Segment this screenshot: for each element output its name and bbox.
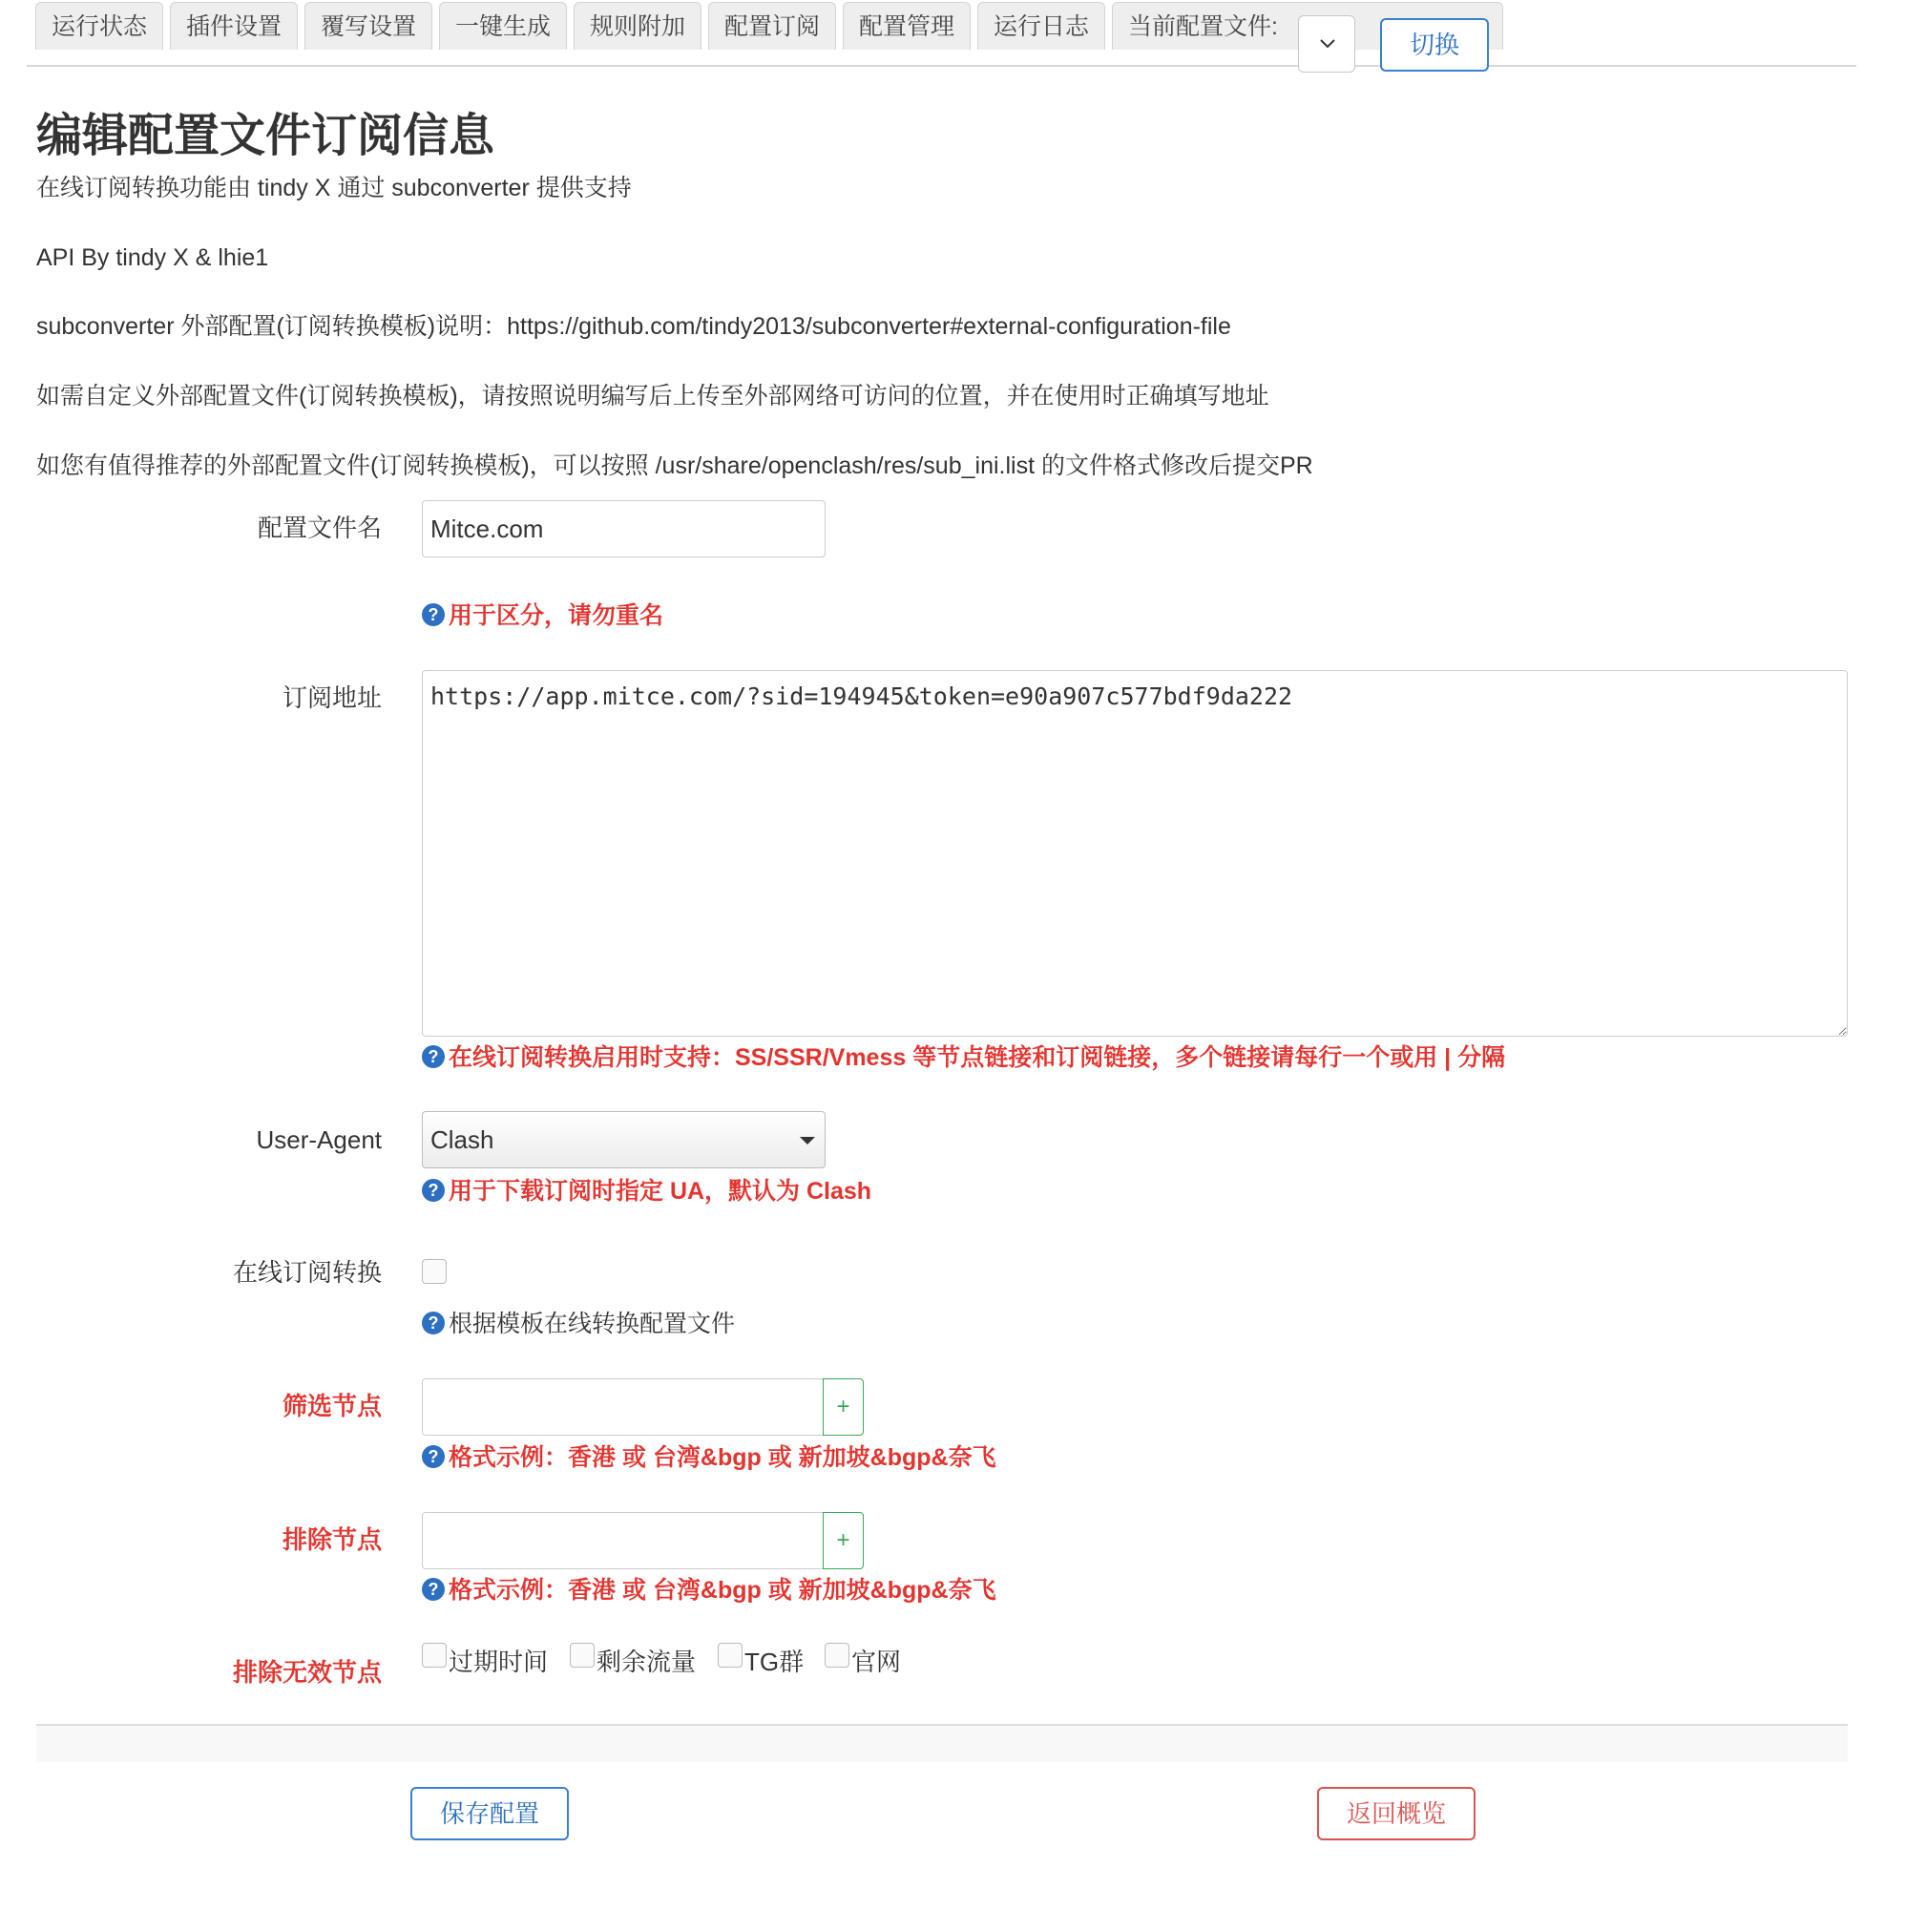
description-line-custom-config: 如需自定义外部配置文件(订阅转换模板)，请按照说明编写后上传至外部网络可访问的位置，并在使用时正确填写地址 bbox=[36, 383, 1269, 410]
filter-nodes-input[interactable] bbox=[422, 1378, 825, 1436]
exclude-remaining-traffic-label: 剩余流量 bbox=[597, 1648, 697, 1676]
switch-config-button[interactable]: 切换 bbox=[1380, 18, 1489, 72]
dropdown-caret-icon bbox=[800, 1137, 815, 1144]
description-line-recommend-pr: 如您有值得推荐的外部配置文件(订阅转换模板)，可以按照 /usr/share/openclash/res/sub_ini.list 的文件格式修改后提交PR bbox=[36, 452, 1313, 479]
form-footer-bar bbox=[36, 1724, 1848, 1762]
exclude-nodes-input[interactable] bbox=[422, 1512, 825, 1569]
exclude-tg-group-label: TG群 bbox=[744, 1648, 805, 1676]
current-config-label: 当前配置文件: bbox=[1128, 13, 1278, 40]
tab-rule-append[interactable]: 规则附加 bbox=[574, 2, 701, 50]
user-agent-hint bbox=[422, 1175, 871, 1208]
user-agent-label: User-Agent bbox=[256, 1125, 382, 1154]
tab-run-log[interactable]: 运行日志 bbox=[977, 2, 1105, 50]
exclude-expire-checkbox[interactable] bbox=[422, 1643, 447, 1668]
exclude-official-site-label: 官网 bbox=[851, 1648, 902, 1676]
filter-nodes-add-button[interactable]: + bbox=[823, 1378, 864, 1436]
user-agent-hint-text: 用于下载订阅时指定 UA，默认为 Clash bbox=[449, 1178, 872, 1205]
filter-nodes-hint bbox=[422, 1441, 996, 1474]
subscribe-url-hint-text: 在线订阅转换启用时支持：SS/SSR/Vmess 等节点链接和订阅链接，多个链接请每行一个或用 | 分隔 bbox=[449, 1044, 1506, 1071]
tab-plugin-settings[interactable]: 插件设置 bbox=[170, 2, 298, 50]
question-circle-icon: ? bbox=[422, 1445, 445, 1468]
description-line-powered-by: 在线订阅转换功能由 tindy X 通过 subconverter 提供支持 bbox=[36, 175, 632, 201]
tab-run-status[interactable]: 运行状态 bbox=[35, 2, 163, 50]
exclude-nodes-add-button[interactable]: + bbox=[823, 1512, 864, 1569]
current-config-select[interactable] bbox=[1298, 15, 1355, 73]
exclude-remaining-traffic-checkbox[interactable] bbox=[570, 1643, 595, 1668]
user-agent-select[interactable] bbox=[422, 1111, 826, 1168]
exclude-nodes-hint bbox=[422, 1574, 996, 1606]
filter-nodes-label: 筛选节点 bbox=[282, 1392, 382, 1420]
online-convert-checkbox[interactable] bbox=[422, 1259, 447, 1284]
question-circle-icon: ? bbox=[422, 1045, 445, 1068]
subscribe-url-textarea[interactable] bbox=[422, 670, 1848, 1037]
exclude-expire-label: 过期时间 bbox=[449, 1648, 549, 1676]
question-circle-icon: ? bbox=[422, 1179, 445, 1202]
question-circle-icon: ? bbox=[422, 1578, 445, 1601]
description-line-api: API By tindy X & lhie1 bbox=[36, 244, 269, 271]
exclude-official-site-checkbox[interactable] bbox=[825, 1643, 849, 1668]
exclude-invalid-nodes-label: 排除无效节点 bbox=[232, 1658, 382, 1687]
tab-config-subscribe[interactable]: 配置订阅 bbox=[708, 2, 836, 50]
description-line-external-config: subconverter 外部配置(订阅转换模板)说明：https://github.com/tindy2013/subconverter#external-configuration-file bbox=[36, 313, 1231, 340]
config-name-hint-text: 用于区分，请勿重名 bbox=[449, 602, 664, 629]
subscribe-url-hint bbox=[422, 1041, 1505, 1074]
page-title: 编辑配置文件订阅信息 bbox=[36, 111, 495, 161]
user-agent-value: Clash bbox=[430, 1125, 494, 1154]
online-convert-hint bbox=[422, 1308, 735, 1340]
config-name-hint bbox=[422, 599, 663, 632]
save-config-button[interactable]: 保存配置 bbox=[410, 1787, 569, 1840]
back-to-overview-button[interactable]: 返回概览 bbox=[1317, 1787, 1476, 1840]
tab-one-click-generate[interactable]: 一键生成 bbox=[439, 2, 567, 50]
question-circle-icon: ? bbox=[422, 603, 445, 626]
exclude-nodes-label: 排除节点 bbox=[282, 1525, 382, 1554]
tab-config-manage[interactable]: 配置管理 bbox=[843, 2, 971, 50]
online-convert-label: 在线订阅转换 bbox=[232, 1258, 382, 1287]
exclude-nodes-hint-text: 格式示例：香港 或 台湾&bgp 或 新加坡&bgp&奈飞 bbox=[449, 1577, 996, 1604]
tab-override-settings[interactable]: 覆写设置 bbox=[304, 2, 432, 50]
config-name-input[interactable] bbox=[422, 500, 826, 557]
question-circle-icon: ? bbox=[422, 1312, 445, 1334]
chevron-down-icon bbox=[1318, 37, 1337, 51]
filter-nodes-hint-text: 格式示例：香港 或 台湾&bgp 或 新加坡&bgp&奈飞 bbox=[449, 1444, 996, 1471]
config-name-label: 配置文件名 bbox=[257, 514, 382, 542]
subscribe-url-label: 订阅地址 bbox=[282, 683, 382, 712]
online-convert-hint-text: 根据模板在线转换配置文件 bbox=[449, 1311, 736, 1337]
exclude-tg-group-checkbox[interactable] bbox=[718, 1643, 743, 1668]
